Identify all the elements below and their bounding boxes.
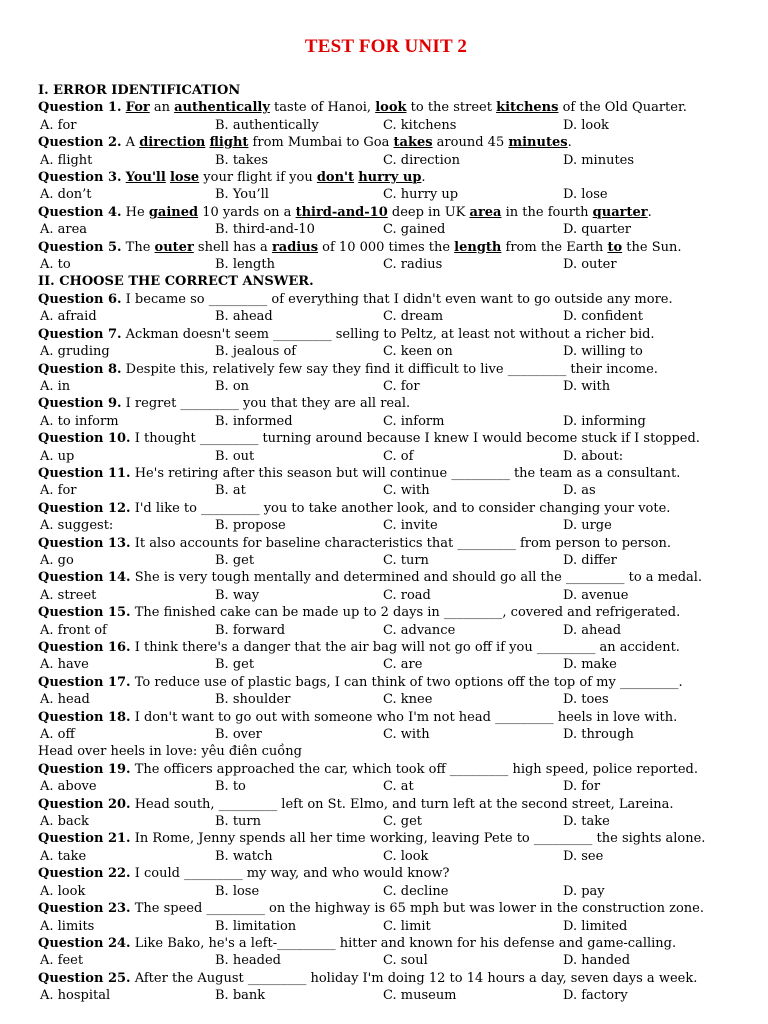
answer-options — [38, 726, 734, 743]
answer-option: B. forward — [215, 622, 286, 638]
question-text: The speed _________ on the highway is 65 mph but was lower in the construction zone. — [130, 901, 704, 917]
answer-option: A. don’t — [40, 187, 92, 203]
answer-option: C. get — [383, 814, 422, 830]
question-text: I regret _________ you that they are all real. — [121, 396, 411, 412]
answer-option: C. are — [383, 657, 423, 673]
question-stem — [38, 709, 734, 726]
question-number: Question 12. — [38, 500, 131, 516]
question-text: of the Old Quarter. — [558, 100, 687, 116]
question-number: Question 17. — [38, 674, 131, 690]
question-text: The — [121, 239, 155, 255]
question-text: taste of Hanoi, — [269, 100, 376, 116]
answer-options — [38, 343, 734, 360]
answer-option: C. of — [383, 448, 414, 464]
answer-option: C. direction — [383, 152, 460, 168]
question-text: . — [647, 204, 652, 220]
answer-option: B. over — [215, 727, 262, 743]
answer-option: D. pay — [563, 883, 605, 899]
answer-option: C. look — [383, 848, 429, 864]
section-heading: I. ERROR IDENTIFICATION — [38, 83, 241, 98]
question-number: Question 11. — [38, 465, 131, 481]
answer-option: B. lose — [215, 883, 260, 899]
answer-option: A. head — [40, 692, 90, 708]
question-stem — [38, 639, 734, 656]
question-text: from the Earth — [501, 239, 608, 255]
answer-option: D. differ — [563, 552, 617, 568]
underlined-word: look — [375, 100, 407, 116]
question-stem — [38, 361, 734, 378]
question-stem — [38, 204, 734, 221]
answer-option: D. limited — [563, 918, 628, 934]
question-number: Question 7. — [38, 326, 122, 342]
answer-options — [38, 622, 734, 639]
underlined-word: gained — [148, 204, 199, 220]
answer-option: A. limits — [40, 918, 95, 934]
underlined-word: to — [607, 239, 623, 255]
answer-option: C. dream — [383, 309, 444, 325]
question-stem — [38, 569, 734, 586]
underlined-word: authentically — [174, 100, 270, 116]
question-text: of 10 000 times the — [318, 239, 455, 255]
answer-options — [38, 691, 734, 708]
question-number: Question 8. — [38, 361, 122, 377]
question-number: Question 24. — [38, 935, 131, 951]
question-stem — [38, 900, 734, 917]
question-number: Question 23. — [38, 901, 131, 917]
answer-options — [38, 517, 734, 534]
answer-option: A. street — [40, 587, 97, 603]
question-text: I don't want to go out with someone who I'm not head _________ heels in love with. — [130, 709, 678, 725]
question-text: shell has a — [193, 239, 272, 255]
question-stem — [38, 169, 734, 186]
answer-options — [38, 952, 734, 969]
answer-option: D. urge — [563, 518, 612, 534]
question-text: Head south, _________ left on St. Elmo, and turn left at the second street, Lareina. — [130, 796, 674, 812]
answer-option: D. willing to — [563, 344, 643, 360]
answer-option: D. minutes — [563, 152, 635, 168]
answer-option: C. limit — [383, 918, 431, 934]
question-number: Question 21. — [38, 831, 131, 847]
answer-option: B. way — [215, 587, 260, 603]
question-number: Question 15. — [38, 605, 131, 621]
answer-option: A. flight — [40, 152, 93, 168]
underlined-word: outer — [154, 239, 194, 255]
answer-option: C. decline — [383, 883, 449, 899]
answer-option: A. look — [40, 883, 86, 899]
answer-option: A. to inform — [40, 413, 119, 429]
answer-option: A. off — [40, 727, 75, 743]
question-stem — [38, 326, 734, 343]
question-number: Question 5. — [38, 239, 122, 255]
underlined-word: third-and-10 — [295, 204, 388, 220]
answer-option: B. informed — [215, 413, 293, 429]
answer-option: D. confident — [563, 309, 643, 325]
question-text: I'd like to _________ you to take another look, and to consider changing your vote. — [130, 500, 671, 516]
question-text: After the August _________ holiday I'm doing 12 to 14 hours a day, seven days a week. — [130, 970, 698, 986]
question-number: Question 3. — [38, 170, 122, 186]
answer-option: A. hospital — [40, 988, 111, 1004]
underlined-word: don't — [316, 170, 355, 186]
answer-option: A. up — [40, 448, 75, 464]
answer-option: A. front of — [40, 622, 107, 638]
answer-options — [38, 552, 734, 569]
question-number: Question 10. — [38, 431, 131, 447]
question-text: In Rome, Jenny spends all her time working, leaving Pete to _________ the sights alone. — [130, 831, 706, 847]
question-number: Question 20. — [38, 796, 131, 812]
question-text: I could _________ my way, and who would know? — [130, 866, 450, 882]
answer-option: D. for — [563, 779, 601, 795]
answer-option: B. watch — [215, 848, 273, 864]
answer-option: D. quarter — [563, 222, 632, 238]
underlined-word: area — [469, 204, 502, 220]
underlined-word: lose — [169, 170, 200, 186]
answer-option: A. above — [40, 779, 97, 795]
answer-options — [38, 256, 734, 273]
answer-option: C. with — [383, 727, 430, 743]
question-number: Question 9. — [38, 396, 122, 412]
answer-options — [38, 778, 734, 795]
answer-option: C. gained — [383, 222, 446, 238]
answer-options — [38, 413, 734, 430]
answer-option: D. make — [563, 657, 617, 673]
answer-option: C. kitchens — [383, 117, 457, 133]
answer-option: C. advance — [383, 622, 456, 638]
answer-option: B. headed — [215, 953, 281, 969]
question-text: The finished cake can be made up to 2 days in _________, covered and refrigerated. — [130, 605, 681, 621]
question-text: I think there's a danger that the air bag will not go off if you _________ an accident. — [130, 640, 680, 655]
answer-option: D. ahead — [563, 622, 622, 638]
underlined-word: quarter — [592, 204, 648, 220]
answer-option: B. propose — [215, 518, 286, 534]
answer-options — [38, 656, 734, 673]
answer-option: D. through — [563, 727, 634, 743]
question-stem — [38, 761, 734, 778]
question-text: She is very tough mentally and determined and should go all the _________ to a medal. — [130, 570, 703, 586]
answer-option: C. at — [383, 779, 414, 795]
underlined-word: You'll — [125, 170, 166, 186]
answer-option: B. shoulder — [215, 692, 291, 708]
question-number: Question 1. — [38, 100, 122, 116]
question-stem — [38, 134, 734, 151]
answer-option: D. toes — [563, 692, 609, 708]
answer-option: A. to — [40, 257, 71, 273]
answer-option: A. back — [40, 814, 89, 830]
answer-option: B. length — [215, 257, 275, 273]
question-text: around 45 — [432, 135, 509, 151]
answer-options — [38, 918, 734, 935]
answer-option: C. knee — [383, 692, 433, 708]
answer-options — [38, 221, 734, 238]
answer-option: C. for — [383, 378, 420, 394]
question-text: the Sun. — [622, 239, 682, 255]
question-number: Question 22. — [38, 866, 131, 882]
answer-option: C. soul — [383, 953, 428, 969]
question-text: to the street — [406, 100, 497, 116]
question-stem — [38, 604, 734, 621]
underlined-word: For — [125, 100, 150, 116]
answer-options — [38, 152, 734, 169]
question-note: Head over heels in love: yêu điên cuồng — [38, 744, 302, 760]
answer-options — [38, 883, 734, 900]
answer-option: D. avenue — [563, 587, 629, 603]
answer-option: B. You’ll — [215, 187, 269, 203]
question-stem — [38, 796, 734, 813]
underlined-word: direction — [139, 135, 206, 151]
answer-option: A. gruding — [40, 344, 110, 360]
answer-option: B. get — [215, 552, 255, 568]
question-text: To reduce use of plastic bags, I can think of two options off the top of my _________. — [130, 674, 683, 690]
answer-options — [38, 987, 734, 1004]
answer-option: A. have — [40, 657, 89, 673]
answer-option: D. about: — [563, 448, 624, 464]
section-heading: II. CHOOSE THE CORRECT ANSWER. — [38, 274, 314, 290]
answer-option: C. museum — [383, 988, 457, 1004]
answer-option: D. informing — [563, 413, 646, 429]
question-stem — [38, 430, 734, 447]
answer-option: A. afraid — [40, 309, 97, 325]
question-text: your flight if you — [199, 170, 317, 186]
answer-option: C. with — [383, 483, 430, 499]
answer-option: D. look — [563, 117, 609, 133]
answer-option: C. keen on — [383, 344, 453, 360]
question-number: Question 4. — [38, 204, 122, 220]
answer-option: B. takes — [215, 152, 269, 168]
answer-option: D. as — [563, 483, 596, 499]
answer-option: D. factory — [563, 988, 628, 1004]
answer-option: A. for — [40, 483, 77, 499]
answer-option: C. inform — [383, 413, 445, 429]
question-stem — [38, 465, 734, 482]
answer-options — [38, 308, 734, 325]
question-text: It also accounts for baseline characteristics that _________ from person to person. — [130, 535, 671, 551]
question-number: Question 6. — [38, 291, 122, 307]
question-text: I thought _________ turning around because I knew I would become stuck if I stopped. — [130, 431, 700, 447]
question-stem — [38, 674, 734, 691]
answer-option: D. lose — [563, 187, 608, 203]
question-number: Question 19. — [38, 761, 131, 777]
question-number: Question 16. — [38, 640, 131, 655]
question-text: in the fourth — [501, 204, 593, 220]
answer-options — [38, 587, 734, 604]
answer-option: C. radius — [383, 257, 443, 273]
question-stem — [38, 865, 734, 882]
answer-option: A. take — [40, 848, 87, 864]
answer-option: B. limitation — [215, 918, 297, 934]
question-text: I became so _________ of everything that I didn't even want to go outside any more. — [121, 291, 673, 307]
answer-option: B. third-and-10 — [215, 222, 315, 238]
answer-option: B. on — [215, 378, 250, 394]
answer-option: D. with — [563, 378, 611, 394]
question-stem — [38, 830, 734, 847]
question-stem — [38, 395, 734, 412]
underlined-word: length — [454, 239, 502, 255]
answer-options — [38, 848, 734, 865]
answer-option: A. suggest: — [40, 518, 114, 534]
answer-option: C. invite — [383, 518, 438, 534]
question-stem — [38, 500, 734, 517]
underlined-word: takes — [393, 135, 433, 151]
question-stem — [38, 239, 734, 256]
answer-options — [38, 117, 734, 134]
question-text: The officers approached the car, which took off _________ high speed, police reported. — [130, 761, 698, 777]
answer-option: B. ahead — [215, 309, 273, 325]
answer-option: A. feet — [40, 953, 84, 969]
question-text: 10 yards on a — [198, 204, 296, 220]
question-text: He — [121, 204, 149, 220]
question-text: . — [421, 170, 426, 186]
answer-options — [38, 186, 734, 203]
answer-option: D. handed — [563, 953, 631, 969]
question-stem — [38, 535, 734, 552]
answer-option: D. take — [563, 814, 610, 830]
question-text: . — [567, 135, 572, 151]
answer-option: C. hurry up — [383, 187, 459, 203]
answer-option: A. for — [40, 117, 77, 133]
question-text: Like Bako, he's a left-_________ hitter and known for his defense and game-calling. — [130, 935, 677, 951]
question-stem — [38, 935, 734, 952]
question-stem — [38, 970, 734, 987]
answer-options — [38, 813, 734, 830]
question-number: Question 13. — [38, 535, 131, 551]
answer-option: C. turn — [383, 552, 429, 568]
answer-option: A. in — [40, 378, 71, 394]
answer-option: C. road — [383, 587, 431, 603]
underlined-word: minutes — [508, 135, 568, 151]
answer-option: B. turn — [215, 814, 262, 830]
question-text: an — [149, 100, 175, 116]
test-content — [38, 82, 734, 1005]
question-number: Question 25. — [38, 970, 131, 986]
document-title: TEST FOR UNIT 2 — [304, 36, 468, 57]
answer-option: D. see — [563, 848, 604, 864]
underlined-word: flight — [209, 135, 249, 151]
answer-option: A. go — [40, 552, 74, 568]
question-text: Ackman doesn't seem _________ selling to Peltz, at least not without a richer bid. — [121, 326, 655, 342]
answer-option: B. to — [215, 779, 246, 795]
underlined-word: radius — [271, 239, 319, 255]
question-number: Question 2. — [38, 135, 122, 151]
question-text: Despite this, relatively few say they find it difficult to live _________ their income. — [121, 361, 658, 377]
answer-option: B. jealous of — [215, 344, 297, 360]
answer-option: B. get — [215, 657, 255, 673]
underlined-word: kitchens — [496, 100, 559, 116]
answer-option: B. at — [215, 483, 246, 499]
answer-options — [38, 482, 734, 499]
answer-option: B. authentically — [215, 117, 319, 133]
question-text: from Mumbai to Goa — [248, 135, 394, 151]
question-number: Question 18. — [38, 709, 131, 725]
question-number: Question 14. — [38, 570, 131, 586]
question-text: A — [121, 135, 140, 151]
answer-option: B. bank — [215, 988, 266, 1004]
question-text: He's retiring after this season but will continue _________ the team as a consultant. — [130, 465, 681, 481]
underlined-word: hurry up — [358, 170, 422, 186]
question-text: deep in UK — [387, 204, 470, 220]
question-stem — [38, 99, 734, 116]
answer-option: A. area — [40, 222, 88, 238]
question-stem — [38, 291, 734, 308]
answer-options — [38, 448, 734, 465]
answer-options — [38, 378, 734, 395]
answer-option: D. outer — [563, 257, 617, 273]
answer-option: B. out — [215, 448, 255, 464]
